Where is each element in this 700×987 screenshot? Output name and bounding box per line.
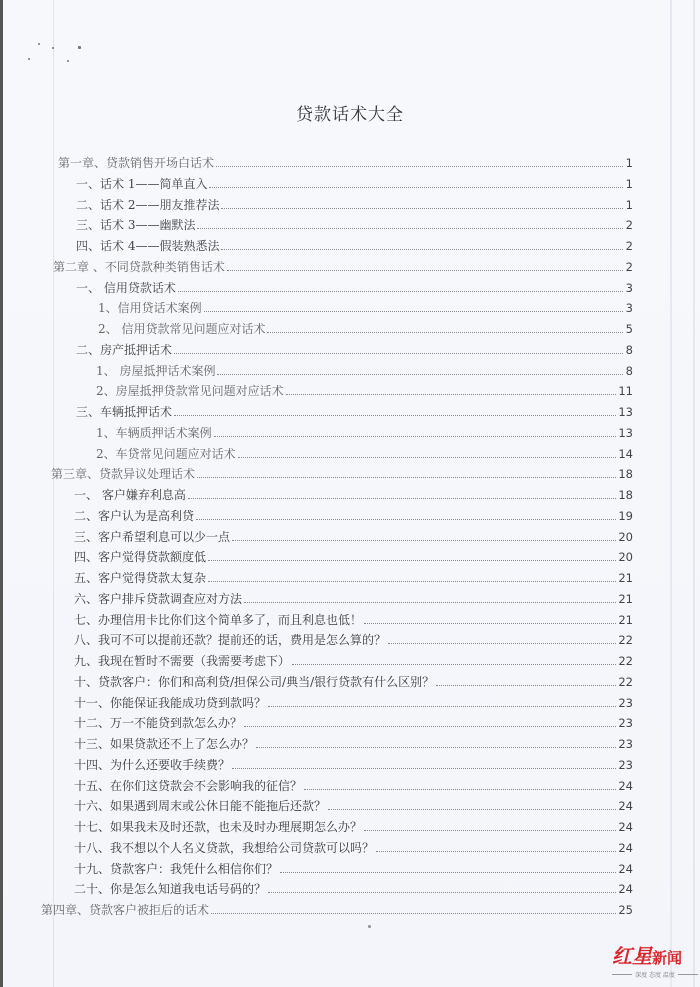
toc-entry[interactable] [74, 776, 633, 794]
toc-entry-page: 22 [618, 654, 633, 668]
toc-entry-label: 第四章、贷款客户被拒后的话术 [41, 903, 210, 917]
toc-entry[interactable] [74, 859, 633, 877]
toc-entry[interactable] [74, 713, 633, 731]
toc-entry-page: 24 [618, 882, 633, 897]
watermark-brand-part2: 新闻 [652, 949, 683, 967]
toc-entry-page: 22 [618, 674, 633, 689]
dot-leader [174, 415, 616, 416]
toc-entry[interactable] [74, 672, 633, 690]
toc-entry-label: 二、房产抵押话术 [76, 342, 173, 357]
toc-entry-page: 1 [625, 156, 633, 170]
toc-entry-page: 24 [618, 778, 633, 793]
toc-entry-page: 18 [618, 488, 633, 502]
dot-leader [364, 830, 616, 831]
toc-entry-page: 14 [618, 446, 633, 461]
dot-leader [244, 602, 616, 603]
dot-leader [280, 872, 616, 873]
dot-leader [204, 311, 623, 312]
toc-entry[interactable] [96, 381, 633, 399]
toc-entry[interactable] [51, 464, 633, 482]
toc-entry-label: 二、话术 2——朋友推荐法 [76, 197, 220, 212]
toc-entry[interactable] [74, 610, 633, 628]
margin-line [693, 0, 695, 987]
watermark-tagline [612, 970, 698, 979]
toc-entry-page: 23 [618, 757, 633, 772]
toc-entry-label: 二、客户认为是高利贷 [74, 508, 195, 523]
toc-entry[interactable] [98, 298, 633, 316]
toc-entry-page: 5 [625, 322, 633, 336]
toc-entry-label: 十五、在你们这贷款会不会影响我的征信？ [74, 778, 303, 793]
toc-entry[interactable] [76, 402, 633, 420]
dot-leader [388, 643, 616, 644]
dot-leader [436, 685, 616, 686]
toc-entry-page: 25 [618, 903, 633, 917]
toc-entry-label: 十四、为什么还要收手续费？ [74, 757, 231, 772]
toc-entry[interactable] [74, 755, 633, 773]
scan-edge [0, 0, 3, 987]
dot-leader [208, 560, 616, 561]
toc-entry-label: 十三、如果贷款还不上了怎么办？ [74, 737, 255, 751]
toc-entry-page: 20 [618, 550, 633, 565]
margin-line [670, 0, 672, 987]
dot-leader [196, 519, 616, 520]
toc-entry-label: 1、车辆质押话术案例 [96, 425, 212, 440]
toc-entry-page: 13 [618, 425, 633, 440]
toc-entry[interactable] [74, 547, 633, 565]
toc-entry-page: 18 [618, 467, 633, 482]
toc-entry-label: 第一章、贷款销售开场白话术 [58, 156, 215, 170]
toc-entry-page: 21 [618, 612, 633, 627]
dot-leader [364, 623, 616, 624]
toc-entry-label: 四、客户觉得贷款额度低 [74, 550, 207, 565]
toc-entry-page: 3 [625, 280, 633, 295]
toc-entry[interactable] [74, 568, 633, 586]
dot-leader [197, 228, 623, 229]
watermark-tagline-text: 深度 态度 温度 [635, 972, 675, 979]
toc-entry-label: 十六、如果遇到周末或公休日能不能拖后还款？ [74, 799, 327, 814]
toc-entry[interactable] [74, 734, 633, 752]
toc-entry-page: 22 [618, 633, 633, 648]
dot-leader [256, 747, 616, 748]
toc-entry-label: 2、 信用贷款常见问题应对话术 [98, 322, 266, 336]
dot-leader [221, 208, 623, 209]
dot-leader [328, 809, 616, 810]
toc-entry[interactable] [76, 174, 633, 192]
toc-entry-label: 七、办理信用卡比你们这个简单多了，而且利息也低！ [74, 612, 363, 627]
toc-entry[interactable] [96, 361, 633, 379]
toc-entry-page: 13 [618, 405, 633, 419]
toc-entry-page: 19 [618, 508, 633, 523]
toc-entry-label: 八、我可不可以提前还款？提前还的话，费用是怎么算的？ [74, 633, 387, 648]
toc-entry-label: 一、 客户嫌弃利息高 [74, 488, 186, 502]
dot-leader [232, 540, 616, 541]
watermark-brand-part1: 红星 [612, 944, 652, 968]
toc-entry[interactable] [74, 589, 633, 607]
toc-entry[interactable] [74, 651, 633, 669]
toc-entry[interactable] [96, 423, 633, 441]
dot-leader [292, 664, 616, 665]
toc-entry-label: 三、车辆抵押话术 [76, 405, 173, 419]
toc-entry-page: 24 [618, 820, 633, 834]
toc-entry[interactable] [76, 215, 633, 233]
dot-leader [214, 436, 617, 437]
toc-entry-label: 十八、我不想以个人名义贷款，我想给公司贷款可以吗？ [74, 840, 375, 855]
dot-leader [208, 581, 616, 582]
toc-entry[interactable] [74, 838, 633, 856]
toc-entry[interactable] [98, 319, 633, 337]
toc-entry-label: 2、车贷常见问题应对话术 [96, 446, 236, 461]
dot-leader [178, 291, 623, 292]
dot-leader [216, 166, 623, 167]
dot-leader [221, 249, 623, 250]
toc-entry-label: 六、客户排斥贷款调查应对方法 [74, 591, 243, 606]
toc-entry-page: 2 [625, 259, 633, 274]
toc-entry[interactable] [74, 693, 633, 711]
dot-leader [174, 353, 623, 354]
toc-entry-label: 十一、你能保证我能成功贷到款吗？ [74, 695, 267, 710]
toc-entry-label: 第二章 、不同贷款种类销售话术 [53, 259, 225, 274]
toc-entry[interactable] [74, 796, 633, 814]
toc-entry-label: 二十、你是怎么知道我电话号码的？ [74, 882, 267, 897]
toc-entry-page: 8 [625, 363, 633, 378]
toc-entry[interactable] [76, 278, 633, 296]
toc-entry-page: 1 [625, 176, 633, 191]
toc-entry[interactable] [74, 527, 633, 545]
toc-entry[interactable] [53, 257, 633, 275]
toc-entry-page: 24 [618, 799, 633, 814]
toc-entry-page: 23 [618, 737, 633, 751]
toc-entry-page: 24 [618, 840, 633, 855]
document-title: 贷款话术大全 [296, 105, 404, 125]
toc-entry-page: 3 [625, 301, 633, 316]
toc-entry-page: 2 [625, 239, 633, 253]
watermark-logo [612, 940, 698, 984]
toc-entry[interactable] [74, 817, 633, 835]
toc-entry-page: 20 [618, 529, 633, 544]
dot-leader [267, 332, 623, 333]
dot-leader [211, 913, 616, 914]
toc-entry-page: 21 [618, 571, 633, 585]
dot-leader [268, 706, 616, 707]
toc-entry-page: 1 [625, 197, 633, 212]
toc-entry-label: 1、信用贷话术案例 [98, 301, 202, 316]
dot-leader [244, 726, 616, 727]
toc-entry[interactable] [74, 485, 633, 503]
dot-leader [376, 851, 616, 852]
dot-leader [217, 374, 623, 375]
toc-entry-label: 十七、如果我未及时还款，也未及时办理展期怎么办？ [74, 820, 363, 834]
toc-entry[interactable] [96, 444, 633, 462]
toc-entry-page: 21 [618, 591, 633, 606]
dot-leader [238, 457, 617, 458]
toc-entry[interactable] [76, 195, 633, 213]
toc-entry-label: 第三章、贷款异议处理话术 [51, 467, 196, 482]
toc-entry-label: 1、 房屋抵押话术案例 [96, 363, 216, 378]
toc-entry-label: 五、客户觉得贷款太复杂 [74, 571, 207, 585]
dot-leader [227, 270, 623, 271]
toc-entry-label: 四、话术 4——假装熟悉法 [76, 239, 220, 253]
toc-entry-label: 一、话术 1——简单直入 [76, 176, 208, 191]
toc-entry[interactable] [74, 506, 633, 524]
toc-entry[interactable] [41, 900, 633, 918]
toc-entry-page: 2 [625, 218, 633, 233]
toc-entry-label: 三、话术 3——幽默法 [76, 218, 196, 233]
toc-entry[interactable] [58, 153, 633, 171]
toc-entry-label: 三、客户希望利息可以少一点 [74, 529, 231, 544]
dot-leader [268, 892, 616, 893]
dot-leader [197, 477, 616, 478]
toc-entry[interactable] [74, 630, 633, 648]
toc-entry-page: 24 [618, 861, 633, 876]
margin-line [53, 0, 54, 987]
dot-leader [188, 498, 617, 499]
toc-entry[interactable] [76, 340, 633, 358]
toc-entry[interactable] [76, 236, 633, 254]
toc-entry[interactable] [74, 879, 633, 897]
dot-leader [304, 789, 616, 790]
toc-entry-label: 2、房屋抵押贷款常见问题对应话术 [96, 384, 284, 399]
toc-entry-page: 23 [618, 695, 633, 710]
toc-entry-label: 十九、贷款客户：我凭什么相信你们？ [74, 861, 279, 876]
watermark-brand [612, 940, 698, 969]
toc-entry-label: 十、贷款客户：你们和高利贷/担保公司/典当/银行贷款有什么区别？ [74, 674, 435, 689]
toc-entry-label: 一、 信用贷款话术 [76, 280, 176, 295]
toc-entry-page: 23 [618, 716, 633, 731]
dot-leader [286, 394, 617, 395]
dot-leader [209, 187, 623, 188]
toc-entry-page: 11 [618, 384, 633, 399]
toc-entry-label: 十二、万一不能贷到款怎么办？ [74, 716, 243, 731]
dot-leader [232, 768, 616, 769]
toc-entry-label: 九、我现在暂时不需要（我需要考虑下） [74, 654, 291, 668]
toc-entry-page: 8 [625, 342, 633, 357]
